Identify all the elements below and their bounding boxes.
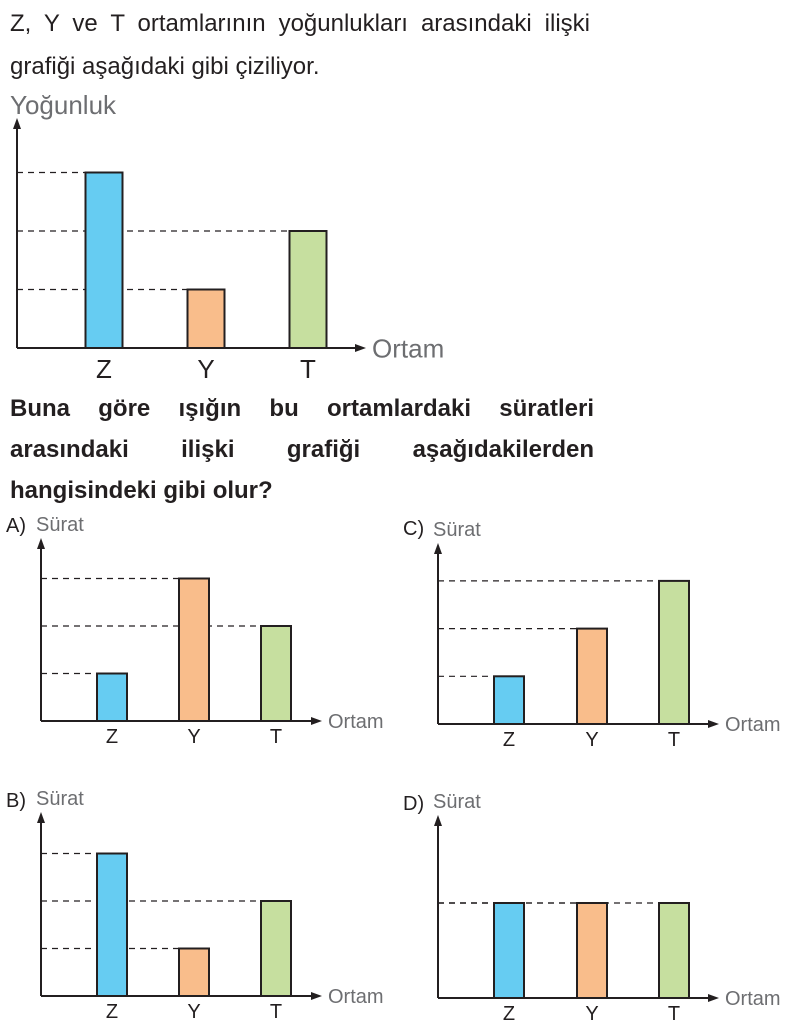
- category-label-z: Z: [105, 1001, 119, 1023]
- bar-y: [577, 903, 607, 998]
- question-text: Buna göre ışığın bu ortamlardaki süratleri arasındaki ilişki grafiği aşağıdakilerden hangisindeki gibi olur?: [10, 395, 594, 504]
- bar-t: [659, 903, 689, 998]
- x-axis-label: Ortam: [328, 986, 384, 1009]
- category-label-z: Z: [105, 726, 119, 748]
- category-label-y: Y: [187, 726, 201, 748]
- option-c-letter[interactable]: C): [403, 518, 425, 540]
- y-axis-label: Sürat: [36, 514, 84, 536]
- category-label-y: Y: [585, 729, 599, 751]
- category-label-z: Z: [502, 729, 516, 751]
- category-label-t: T: [269, 726, 283, 748]
- x-axis-label: Ortam: [372, 333, 445, 364]
- category-label-t: T: [667, 1003, 681, 1025]
- category-label-y: Y: [585, 1003, 599, 1025]
- intro-text: Z, Y ve T ortamlarının yoğunlukları arasındaki ilişki grafiği aşağıdaki gibi çiziliyor.: [10, 10, 590, 80]
- option-d-letter[interactable]: D): [403, 793, 425, 815]
- y-axis-label: Sürat: [36, 788, 84, 810]
- y-axis-label: Yoğunluk: [10, 90, 117, 120]
- x-axis-arrow-icon: [708, 994, 719, 1002]
- y-axis-arrow-icon: [434, 815, 442, 826]
- y-axis-label: Sürat: [433, 791, 481, 813]
- category-label-t: T: [667, 729, 681, 751]
- y-axis-label: Sürat: [433, 519, 481, 541]
- x-axis-label: Ortam: [328, 711, 384, 734]
- option-a-letter[interactable]: A): [6, 515, 26, 537]
- x-axis-label: Ortam: [725, 988, 781, 1011]
- category-label-y: Y: [187, 1001, 201, 1023]
- bar-z: [494, 903, 524, 998]
- x-axis-label: Ortam: [725, 714, 781, 737]
- category-label-z: Z: [96, 354, 112, 384]
- category-label-y: Y: [197, 354, 215, 384]
- category-label-t: T: [300, 354, 316, 384]
- option-b-letter[interactable]: B): [6, 790, 26, 812]
- category-label-z: Z: [502, 1003, 516, 1025]
- category-label-t: T: [269, 1001, 283, 1023]
